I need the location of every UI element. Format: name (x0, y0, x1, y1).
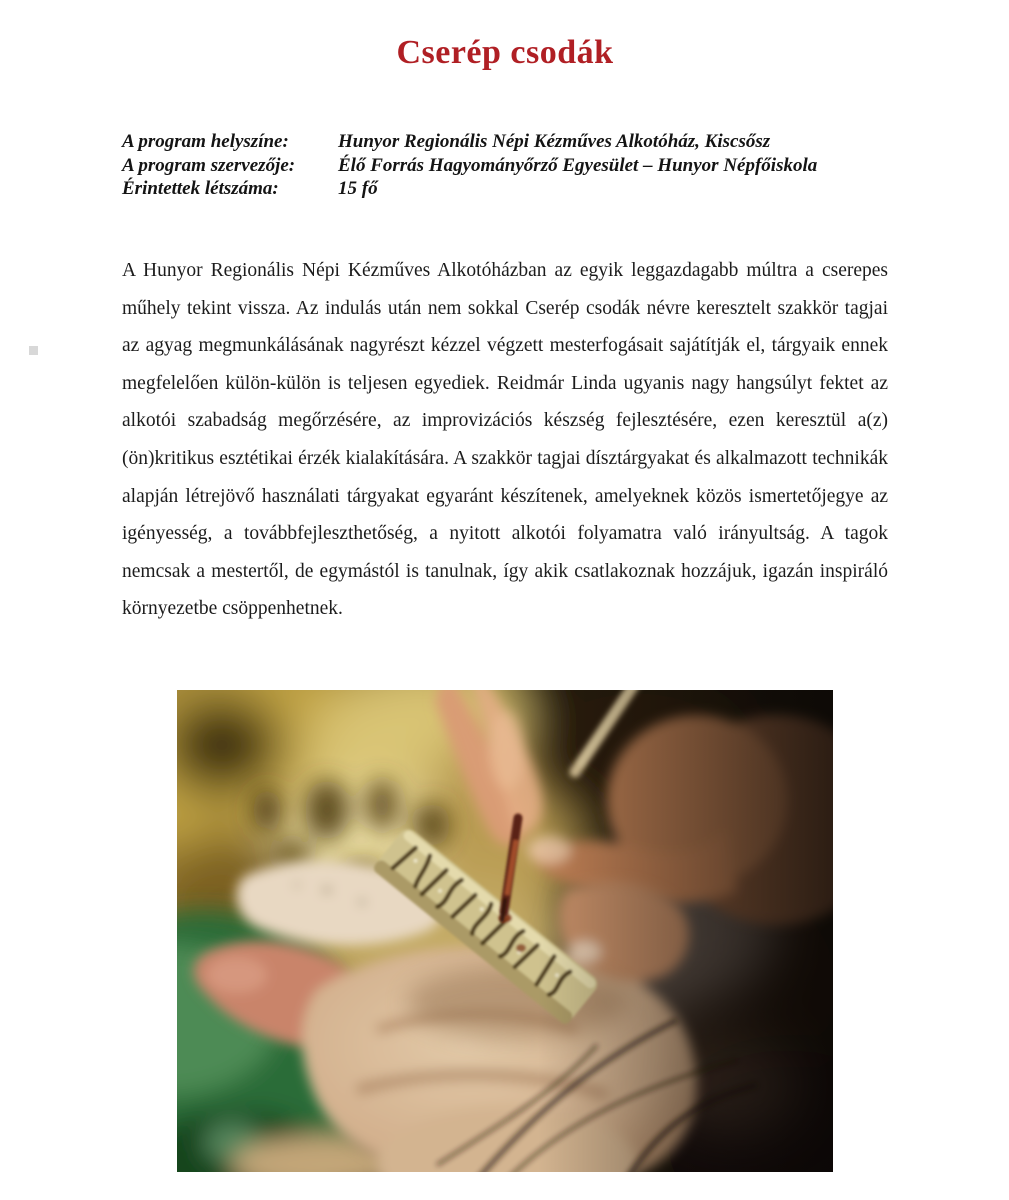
program-location-label: A program helyszíne: (122, 131, 289, 152)
body-paragraph: A Hunyor Regionális Népi Kézműves Alkotóházban az egyik leggazdagabb múltra a cserepes műhely tekint vissza. Az indulás után nem sokkal Cserép csodák névre keresztelt szakkör tagjai az agyag megmunkálásának nagyrészt kézzel végzett mesterfogásait sajátítják el, tárgyaik ennek megfelelően külön-külön is teljesen egyediek. Reidmár Linda ugyanis nagy hangsúlyt fektet az alkotói szabadság megőrzésére, az improvizációs készség fejlesztésére, ezen keresztül a(z) (ön)kritikus esztétikai érzék kialakítására. A szakkör tagjai dísztárgyakat és alkalmazott technikák alapján létrejövő használati tárgyakat egyaránt készítenek, amelyeknek közös ismertetőjegye az igényesség, a továbbfejleszthetőség, a nyitott alkotói folyamatra való irányultság. A tagok nemcsak a mestertől, de egymástól is tanulnak, így akik csatlakoznak hozzájuk, igazán inspiráló környezetbe csöppenhetnek. (122, 260, 888, 620)
program-info-block (122, 130, 922, 201)
pottery-carving-photo (177, 690, 833, 1172)
program-info-row (122, 177, 922, 201)
program-organizer-value: Élő Forrás Hagyományőrző Egyesület – Hunyor Népfőiskola (338, 154, 818, 176)
page-title: Cserép csodák (396, 34, 614, 71)
program-organizer-label: A program szervezője: (122, 154, 296, 176)
program-headcount-value: 15 fő (338, 178, 378, 199)
pottery-photo-illustration (177, 690, 833, 1172)
photo-vignette (177, 690, 833, 1172)
scan-artifact-mark (29, 346, 38, 355)
program-headcount-label: Érintettek létszáma: (122, 178, 279, 199)
program-info-row (122, 130, 922, 154)
program-location-value: Hunyor Regionális Népi Kézműves Alkotóház, Kiscsősz (338, 131, 771, 152)
program-info-row (122, 154, 922, 178)
